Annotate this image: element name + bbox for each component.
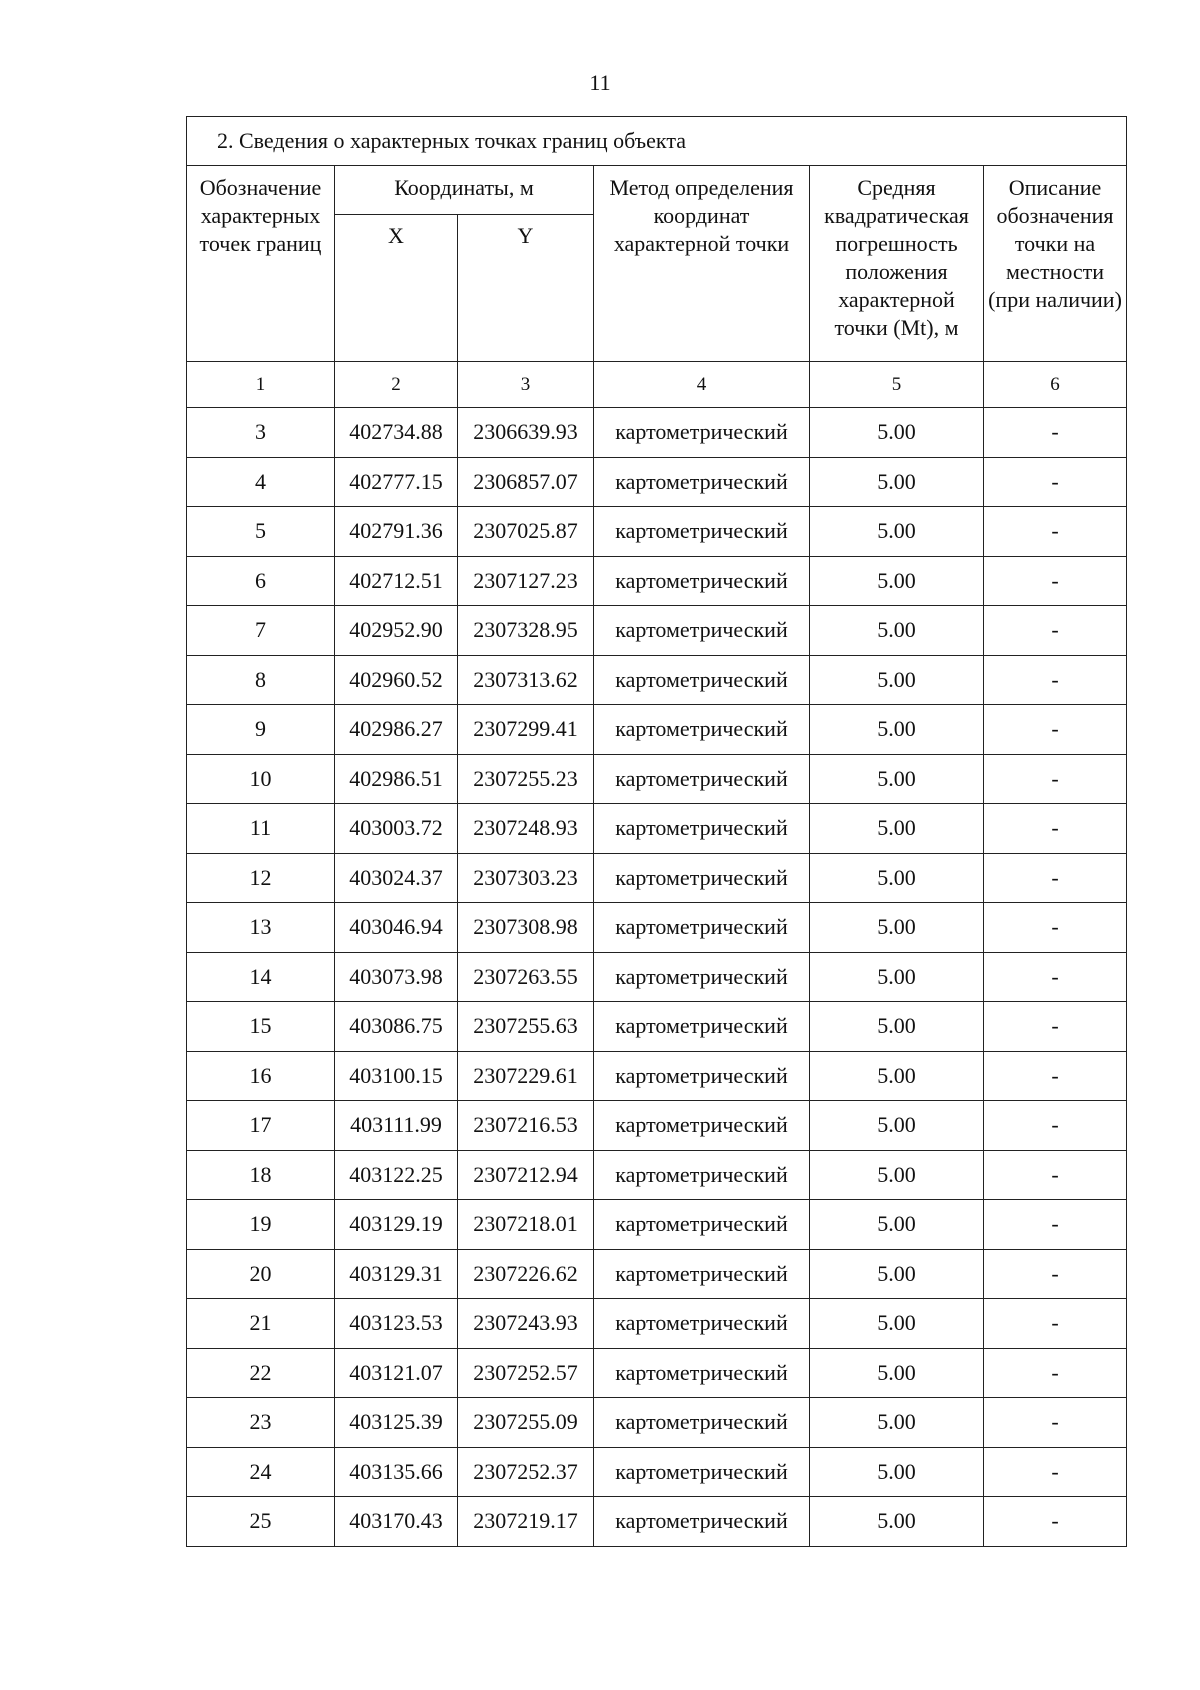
point-cell: 17 xyxy=(187,1101,335,1151)
point-cell: 4 xyxy=(187,457,335,507)
error-cell: 5.00 xyxy=(810,1051,984,1101)
error-cell: 5.00 xyxy=(810,606,984,656)
table-row xyxy=(187,1051,1127,1101)
x-coordinate-cell: 403003.72 xyxy=(335,804,458,854)
header-method: Метод определения координат характерной точки xyxy=(594,166,810,362)
header-designation: Обозначение характерных точек границ xyxy=(187,166,335,362)
description-cell: - xyxy=(984,853,1127,903)
method-cell: картометрический xyxy=(594,408,810,458)
description-cell: - xyxy=(984,606,1127,656)
point-cell: 16 xyxy=(187,1051,335,1101)
x-coordinate-cell: 402734.88 xyxy=(335,408,458,458)
column-number: 6 xyxy=(984,362,1127,408)
x-coordinate-cell: 403129.19 xyxy=(335,1200,458,1250)
x-coordinate-cell: 402952.90 xyxy=(335,606,458,656)
table-row xyxy=(187,903,1127,953)
point-cell: 15 xyxy=(187,1002,335,1052)
table-title: 2. Сведения о характерных точках границ объекта xyxy=(187,117,1127,166)
description-cell: - xyxy=(984,457,1127,507)
description-cell: - xyxy=(984,1398,1127,1448)
description-cell: - xyxy=(984,754,1127,804)
x-coordinate-cell: 403111.99 xyxy=(335,1101,458,1151)
error-cell: 5.00 xyxy=(810,1299,984,1349)
y-coordinate-cell: 2307216.53 xyxy=(458,1101,594,1151)
description-cell: - xyxy=(984,1299,1127,1349)
column-number: 5 xyxy=(810,362,984,408)
error-cell: 5.00 xyxy=(810,952,984,1002)
table-body xyxy=(187,408,1127,1547)
y-coordinate-cell: 2307252.37 xyxy=(458,1447,594,1497)
method-cell: картометрический xyxy=(594,853,810,903)
table-row xyxy=(187,853,1127,903)
y-coordinate-cell: 2306639.93 xyxy=(458,408,594,458)
point-cell: 18 xyxy=(187,1150,335,1200)
description-cell: - xyxy=(984,1497,1127,1547)
method-cell: картометрический xyxy=(594,655,810,705)
method-cell: картометрический xyxy=(594,804,810,854)
error-cell: 5.00 xyxy=(810,507,984,557)
error-cell: 5.00 xyxy=(810,705,984,755)
error-cell: 5.00 xyxy=(810,1101,984,1151)
y-coordinate-cell: 2307025.87 xyxy=(458,507,594,557)
point-cell: 5 xyxy=(187,507,335,557)
x-coordinate-cell: 402791.36 xyxy=(335,507,458,557)
x-coordinate-cell: 403129.31 xyxy=(335,1249,458,1299)
method-cell: картометрический xyxy=(594,952,810,1002)
column-number: 1 xyxy=(187,362,335,408)
method-cell: картометрический xyxy=(594,1051,810,1101)
error-cell: 5.00 xyxy=(810,1249,984,1299)
error-cell: 5.00 xyxy=(810,1398,984,1448)
table-row xyxy=(187,1447,1127,1497)
description-cell: - xyxy=(984,952,1127,1002)
x-coordinate-cell: 403123.53 xyxy=(335,1299,458,1349)
y-coordinate-cell: 2307303.23 xyxy=(458,853,594,903)
table-row xyxy=(187,1150,1127,1200)
description-cell: - xyxy=(984,655,1127,705)
point-cell: 21 xyxy=(187,1299,335,1349)
method-cell: картометрический xyxy=(594,1150,810,1200)
boundary-points-table xyxy=(186,116,1127,1547)
method-cell: картометрический xyxy=(594,754,810,804)
method-cell: картометрический xyxy=(594,1200,810,1250)
description-cell: - xyxy=(984,1348,1127,1398)
description-cell: - xyxy=(984,1051,1127,1101)
x-coordinate-cell: 402986.27 xyxy=(335,705,458,755)
table-row xyxy=(187,1348,1127,1398)
x-coordinate-cell: 402960.52 xyxy=(335,655,458,705)
point-cell: 8 xyxy=(187,655,335,705)
table-row xyxy=(187,1497,1127,1547)
description-cell: - xyxy=(984,705,1127,755)
x-coordinate-cell: 403046.94 xyxy=(335,903,458,953)
x-coordinate-cell: 403170.43 xyxy=(335,1497,458,1547)
description-cell: - xyxy=(984,408,1127,458)
table-row xyxy=(187,556,1127,606)
y-coordinate-cell: 2307243.93 xyxy=(458,1299,594,1349)
x-coordinate-cell: 403086.75 xyxy=(335,1002,458,1052)
x-coordinate-cell: 403100.15 xyxy=(335,1051,458,1101)
y-coordinate-cell: 2307212.94 xyxy=(458,1150,594,1200)
table-row xyxy=(187,606,1127,656)
error-cell: 5.00 xyxy=(810,1150,984,1200)
y-coordinate-cell: 2307252.57 xyxy=(458,1348,594,1398)
header-error: Средняя квадратическая погрешность положения характерной точки (Mt), м xyxy=(810,166,984,362)
table-row xyxy=(187,507,1127,557)
error-cell: 5.00 xyxy=(810,903,984,953)
description-cell: - xyxy=(984,1101,1127,1151)
error-cell: 5.00 xyxy=(810,853,984,903)
header-description: Описание обозначения точки на местности (при наличии) xyxy=(984,166,1127,362)
table-row xyxy=(187,952,1127,1002)
page-number: 11 xyxy=(589,70,611,95)
table-row xyxy=(187,705,1127,755)
error-cell: 5.00 xyxy=(810,1348,984,1398)
table-row xyxy=(187,1398,1127,1448)
method-cell: картометрический xyxy=(594,705,810,755)
method-cell: картометрический xyxy=(594,606,810,656)
description-cell: - xyxy=(984,1249,1127,1299)
error-cell: 5.00 xyxy=(810,1447,984,1497)
x-coordinate-cell: 402712.51 xyxy=(335,556,458,606)
point-cell: 13 xyxy=(187,903,335,953)
y-coordinate-cell: 2307328.95 xyxy=(458,606,594,656)
point-cell: 7 xyxy=(187,606,335,656)
method-cell: картометрический xyxy=(594,1101,810,1151)
column-number: 4 xyxy=(594,362,810,408)
y-coordinate-cell: 2307229.61 xyxy=(458,1051,594,1101)
description-cell: - xyxy=(984,1200,1127,1250)
table-row xyxy=(187,408,1127,458)
x-coordinate-cell: 402986.51 xyxy=(335,754,458,804)
y-coordinate-cell: 2307255.63 xyxy=(458,1002,594,1052)
description-cell: - xyxy=(984,1002,1127,1052)
method-cell: картометрический xyxy=(594,1398,810,1448)
point-cell: 20 xyxy=(187,1249,335,1299)
error-cell: 5.00 xyxy=(810,1200,984,1250)
description-cell: - xyxy=(984,507,1127,557)
table-row xyxy=(187,754,1127,804)
method-cell: картометрический xyxy=(594,507,810,557)
y-coordinate-cell: 2306857.07 xyxy=(458,457,594,507)
method-cell: картометрический xyxy=(594,1002,810,1052)
table-row xyxy=(187,655,1127,705)
method-cell: картометрический xyxy=(594,1447,810,1497)
table-row xyxy=(187,1249,1127,1299)
error-cell: 5.00 xyxy=(810,655,984,705)
y-coordinate-cell: 2307248.93 xyxy=(458,804,594,854)
method-cell: картометрический xyxy=(594,556,810,606)
point-cell: 14 xyxy=(187,952,335,1002)
description-cell: - xyxy=(984,1150,1127,1200)
point-cell: 22 xyxy=(187,1348,335,1398)
y-coordinate-cell: 2307299.41 xyxy=(458,705,594,755)
error-cell: 5.00 xyxy=(810,556,984,606)
description-cell: - xyxy=(984,804,1127,854)
error-cell: 5.00 xyxy=(810,1002,984,1052)
point-cell: 25 xyxy=(187,1497,335,1547)
method-cell: картометрический xyxy=(594,1249,810,1299)
point-cell: 6 xyxy=(187,556,335,606)
point-cell: 23 xyxy=(187,1398,335,1448)
point-cell: 3 xyxy=(187,408,335,458)
point-cell: 10 xyxy=(187,754,335,804)
error-cell: 5.00 xyxy=(810,1497,984,1547)
y-coordinate-cell: 2307218.01 xyxy=(458,1200,594,1250)
column-number: 3 xyxy=(458,362,594,408)
table-row xyxy=(187,1299,1127,1349)
y-coordinate-cell: 2307313.62 xyxy=(458,655,594,705)
y-coordinate-cell: 2307127.23 xyxy=(458,556,594,606)
y-coordinate-cell: 2307226.62 xyxy=(458,1249,594,1299)
y-coordinate-cell: 2307263.55 xyxy=(458,952,594,1002)
description-cell: - xyxy=(984,903,1127,953)
point-cell: 24 xyxy=(187,1447,335,1497)
description-cell: - xyxy=(984,556,1127,606)
table-row xyxy=(187,457,1127,507)
method-cell: картометрический xyxy=(594,1299,810,1349)
point-cell: 12 xyxy=(187,853,335,903)
description-cell: - xyxy=(984,1447,1127,1497)
x-coordinate-cell: 403125.39 xyxy=(335,1398,458,1448)
method-cell: картометрический xyxy=(594,1348,810,1398)
point-cell: 9 xyxy=(187,705,335,755)
header-y: Y xyxy=(458,215,594,362)
method-cell: картометрический xyxy=(594,1497,810,1547)
column-number: 2 xyxy=(335,362,458,408)
x-coordinate-cell: 402777.15 xyxy=(335,457,458,507)
table-row xyxy=(187,1002,1127,1052)
y-coordinate-cell: 2307308.98 xyxy=(458,903,594,953)
method-cell: картометрический xyxy=(594,457,810,507)
x-coordinate-cell: 403135.66 xyxy=(335,1447,458,1497)
y-coordinate-cell: 2307219.17 xyxy=(458,1497,594,1547)
error-cell: 5.00 xyxy=(810,457,984,507)
point-cell: 11 xyxy=(187,804,335,854)
method-cell: картометрический xyxy=(594,903,810,953)
table-row xyxy=(187,1200,1127,1250)
table-row xyxy=(187,804,1127,854)
y-coordinate-cell: 2307255.23 xyxy=(458,754,594,804)
point-cell: 19 xyxy=(187,1200,335,1250)
column-number-row xyxy=(187,362,1127,408)
x-coordinate-cell: 403024.37 xyxy=(335,853,458,903)
header-coordinates: Координаты, м xyxy=(335,166,594,215)
header-x: X xyxy=(335,215,458,362)
error-cell: 5.00 xyxy=(810,804,984,854)
error-cell: 5.00 xyxy=(810,408,984,458)
error-cell: 5.00 xyxy=(810,754,984,804)
x-coordinate-cell: 403073.98 xyxy=(335,952,458,1002)
table-row xyxy=(187,1101,1127,1151)
y-coordinate-cell: 2307255.09 xyxy=(458,1398,594,1448)
x-coordinate-cell: 403122.25 xyxy=(335,1150,458,1200)
x-coordinate-cell: 403121.07 xyxy=(335,1348,458,1398)
